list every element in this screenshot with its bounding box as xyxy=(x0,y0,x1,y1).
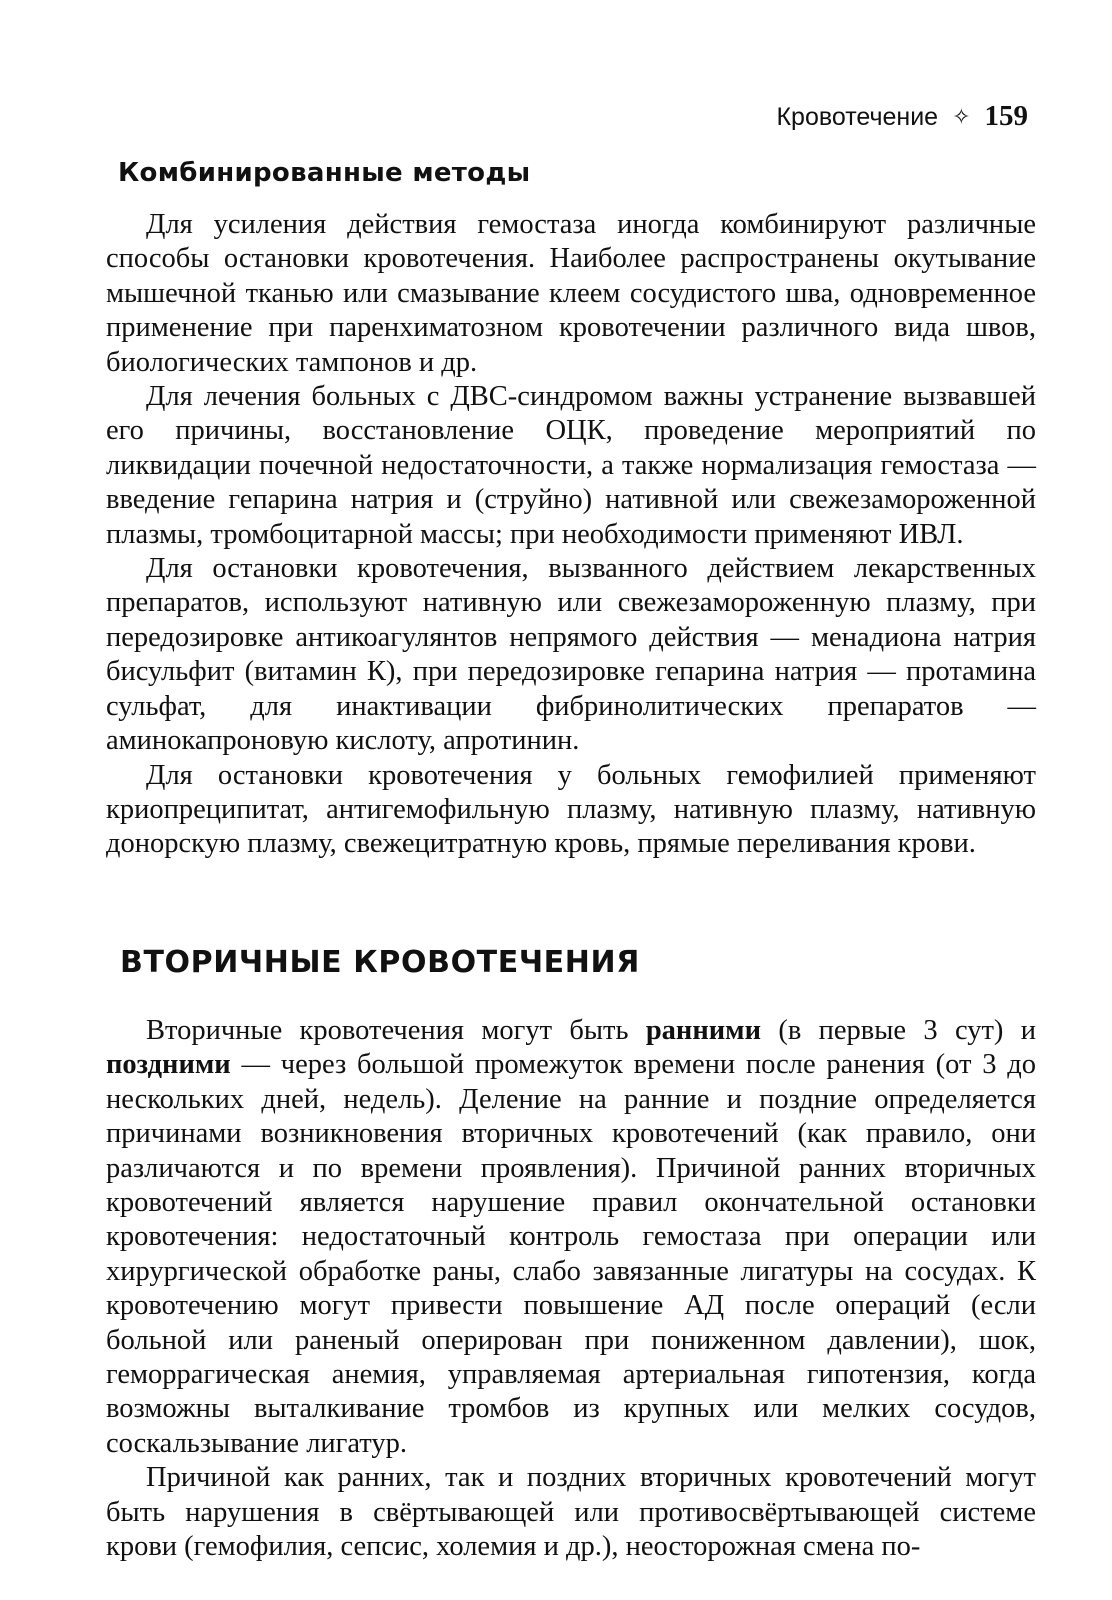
running-title: Кровотечение xyxy=(776,103,939,131)
text-run: (в первые 3 сут) и xyxy=(761,1015,1036,1046)
diamond-star-icon: ✧ xyxy=(952,104,971,129)
section-body xyxy=(106,1014,1036,1565)
running-head xyxy=(776,100,1028,133)
page-number: 159 xyxy=(984,100,1028,132)
subsection-title: Комбинированные методы xyxy=(118,158,531,188)
term-late: поздними xyxy=(106,1049,231,1081)
text-run: — через большой промежуток времени после ранения (от 3 до нескольких дней, недель). Деление на ранние и поздние определяется причинами возникновения вторичных кровотечений (как правило, они различаются и по времени проявления). Причиной ранних вторичных кровотечений является нарушение правил окончательной остановки кровотечения: недостаточный контроль гемостаза при операции или хирургической обработке раны, слабо завязанные лигатуры на сосудах. К кровотечению могут привести повышение АД после операций (если больной или раненый оперирован при пониженном давлении), шок, геморрагическая анемия, управляемая артериальная гипотензия, когда возможны выталкивание тромбов из крупных или мелких сосудов, соскальзывание лигатур. xyxy=(106,1049,1036,1459)
paragraph xyxy=(106,1014,1036,1461)
section-title: ВТОРИЧНЫЕ КРОВОТЕЧЕНИЯ xyxy=(120,945,640,980)
paragraph: Для лечения больных с ДВС-синдромом важны устранение вызвавшей его причины, восстановление ОЦК, проведение мероприятий по ликвидации почечной недостаточности, а также нормализация гемостаза — введение гепарина натрия и (струйно) нативной или свежезамороженной плазмы, тромбоцитарной массы; при необходимости применяют ИВЛ. xyxy=(106,381,1036,550)
paragraph: Причиной как ранних, так и поздних вторичных кровотечений могут быть нарушения в свёртывающей или противосвёртывающей системе крови (гемофилия, сепсис, холемия и др.), неосторожная смена по- xyxy=(106,1462,1036,1563)
paragraph: Для усиления действия гемостаза иногда комбинируют различные способы остановки кровотечения. Наиболее распространены окутывание мышечной тканью или смазывание клеем сосудистого шва, одновременное применение при паренхиматозном кровотечении различного вида швов, биологических тампонов и др. xyxy=(106,209,1036,378)
text-run: Вторичные кровотечения могут быть xyxy=(146,1015,646,1046)
paragraph: Для остановки кровотечения, вызванного действием лекарственных препаратов, используют нативную или свежезамороженную плазму, при передозировке антикоагулянтов непрямого действия — менадиона натрия бисульфит (витамин К), при передозировке гепарина натрия — протамина сульфат, для инактивации фибринолитических препаратов — аминокапроновую кислоту, апротинин. xyxy=(106,553,1036,757)
term-early: ранними xyxy=(645,1015,762,1046)
subsection-body xyxy=(106,208,1036,862)
paragraph: Для остановки кровотечения у больных гемофилией применяют криопреципитат, антигемофильную плазму, нативную плазму, нативную донорскую плазму, свежецитратную кровь, прямые переливания крови. xyxy=(106,759,1036,860)
